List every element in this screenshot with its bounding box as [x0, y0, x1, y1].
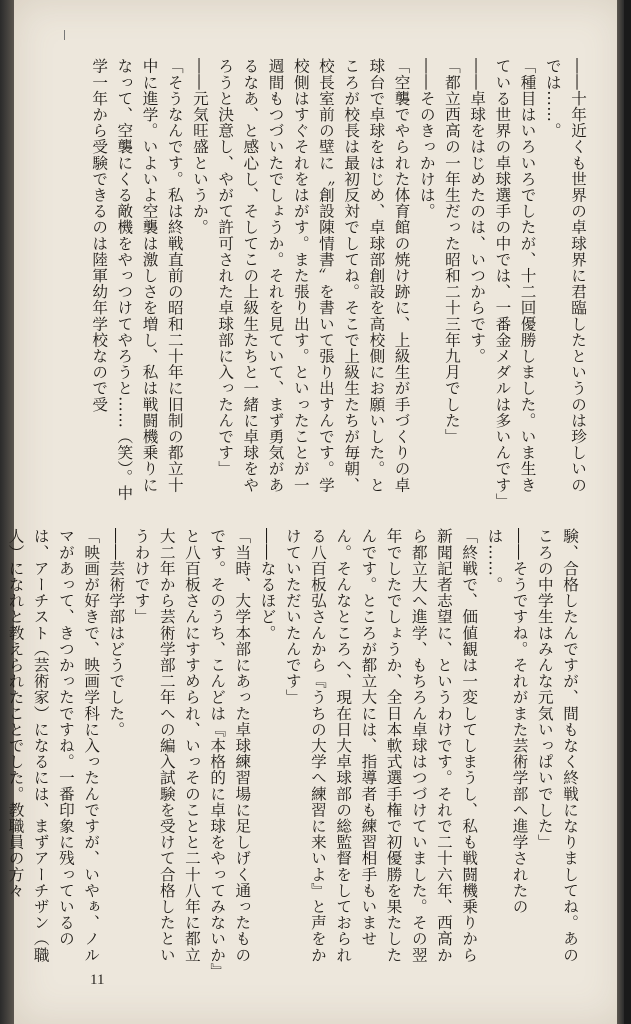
text-paragraph: 験、合格したんですが、間もなく終戦になりましてね。あのころの中学生はみんな元気いっぱいでした」 [535, 528, 579, 963]
text-paragraph: 「都立西高の一年生だった昭和二十三年九月でした」 [442, 58, 461, 445]
page-mark [64, 30, 65, 40]
text-paragraph: 「空襲でやられた体育館の焼け跡に、上級生が手づくりの卓球台で卓球をはじめ、卓球部創設を高校側にお願いした。ところが校長は最初反対でしてね。そこで上級生たちが毎朝、校長室前の壁に〝創設陳情書〟を書いて張り出すんです。学校側はすぐそれをはがす。また張り出す。といったことが一週間もつづいたでしょうか。それを見ていて、まず勇気があるなあ、と感心し、そしてこの上級生たちと一緒に卓球をやろうと決意し、やがて許可された卓球部に入ったんです」 [216, 58, 411, 493]
text-paragraph: ――芸術学部はどうでした。 [107, 528, 126, 738]
top-text-block [35, 58, 590, 509]
text-paragraph: ――十年近くも世界の卓球界に君臨したというのは珍しいのでは……。 [543, 58, 587, 493]
text-paragraph: ――なるほど。 [258, 528, 277, 641]
text-paragraph: 「種目はいろいろでしたが、十二回優勝しました。いま生きている世界の卓球選手の中では、一番金メダルは多いんです」 [493, 58, 537, 509]
text-paragraph: 「終戦で、価値観は一変してしまうし、私も戦闘機乗りから新聞記者志望に、というわけです。それで二十六年、西高から都立大へ進学、もちろん卓球はつづけていました。その翌年でしたでしょうか、全日本軟式選手権で初優勝を果たしたんです。ところが都立大には、指導者も練習相手もいません。そんなところへ、現在日大卓球部の総監督をしておられる八百板弘さんから『うちの大学へ練習に来いよ』と声をかけていただいたんです」 [283, 528, 479, 963]
text-paragraph: 「映画が好きで、映画学科に入ったんですが、いやぁ、ノルマがあって、きつかったですね。一番印象に残っているのは、アーチスト（芸術家）になるには、まずアーチザン（職人）になれと教えられたことでした。教職員の方々 [6, 528, 101, 963]
page-edge-shadow [617, 0, 624, 1024]
text-paragraph: 「そうなんです。私は終戦直前の昭和二十年に旧制の都立十中に進学。いよいよ空襲は激しさを増し、私は戦闘機乗りになって、空襲にくる敵機をやっつけてやろうと……（笑）。中学一年から受験できるのは陸軍幼年学校なので受 [90, 58, 184, 501]
text-paragraph: ――元気旺盛というか。 [190, 58, 209, 236]
book-page [6, 0, 624, 1024]
text-paragraph: 「当時、大学本部にあった卓球練習場に足しげく通ったものです。そのうち、こんどは『本格的に卓球をやってみないか』と八百板さんにすすめられ、いっそのことと二十八年に都立大二年から芸術学部二年への編入試験を受けて合格したというわけです」 [132, 528, 252, 971]
page-number: 11 [90, 972, 105, 988]
text-paragraph: ――卓球をはじめたのは、いつからです。 [468, 58, 487, 364]
text-paragraph: ――そのきっかけは。 [417, 58, 436, 219]
text-paragraph: ――そうですね。それがまた芸術学部へ進学されたのは……。 [485, 528, 529, 915]
bottom-text-block [6, 528, 582, 976]
